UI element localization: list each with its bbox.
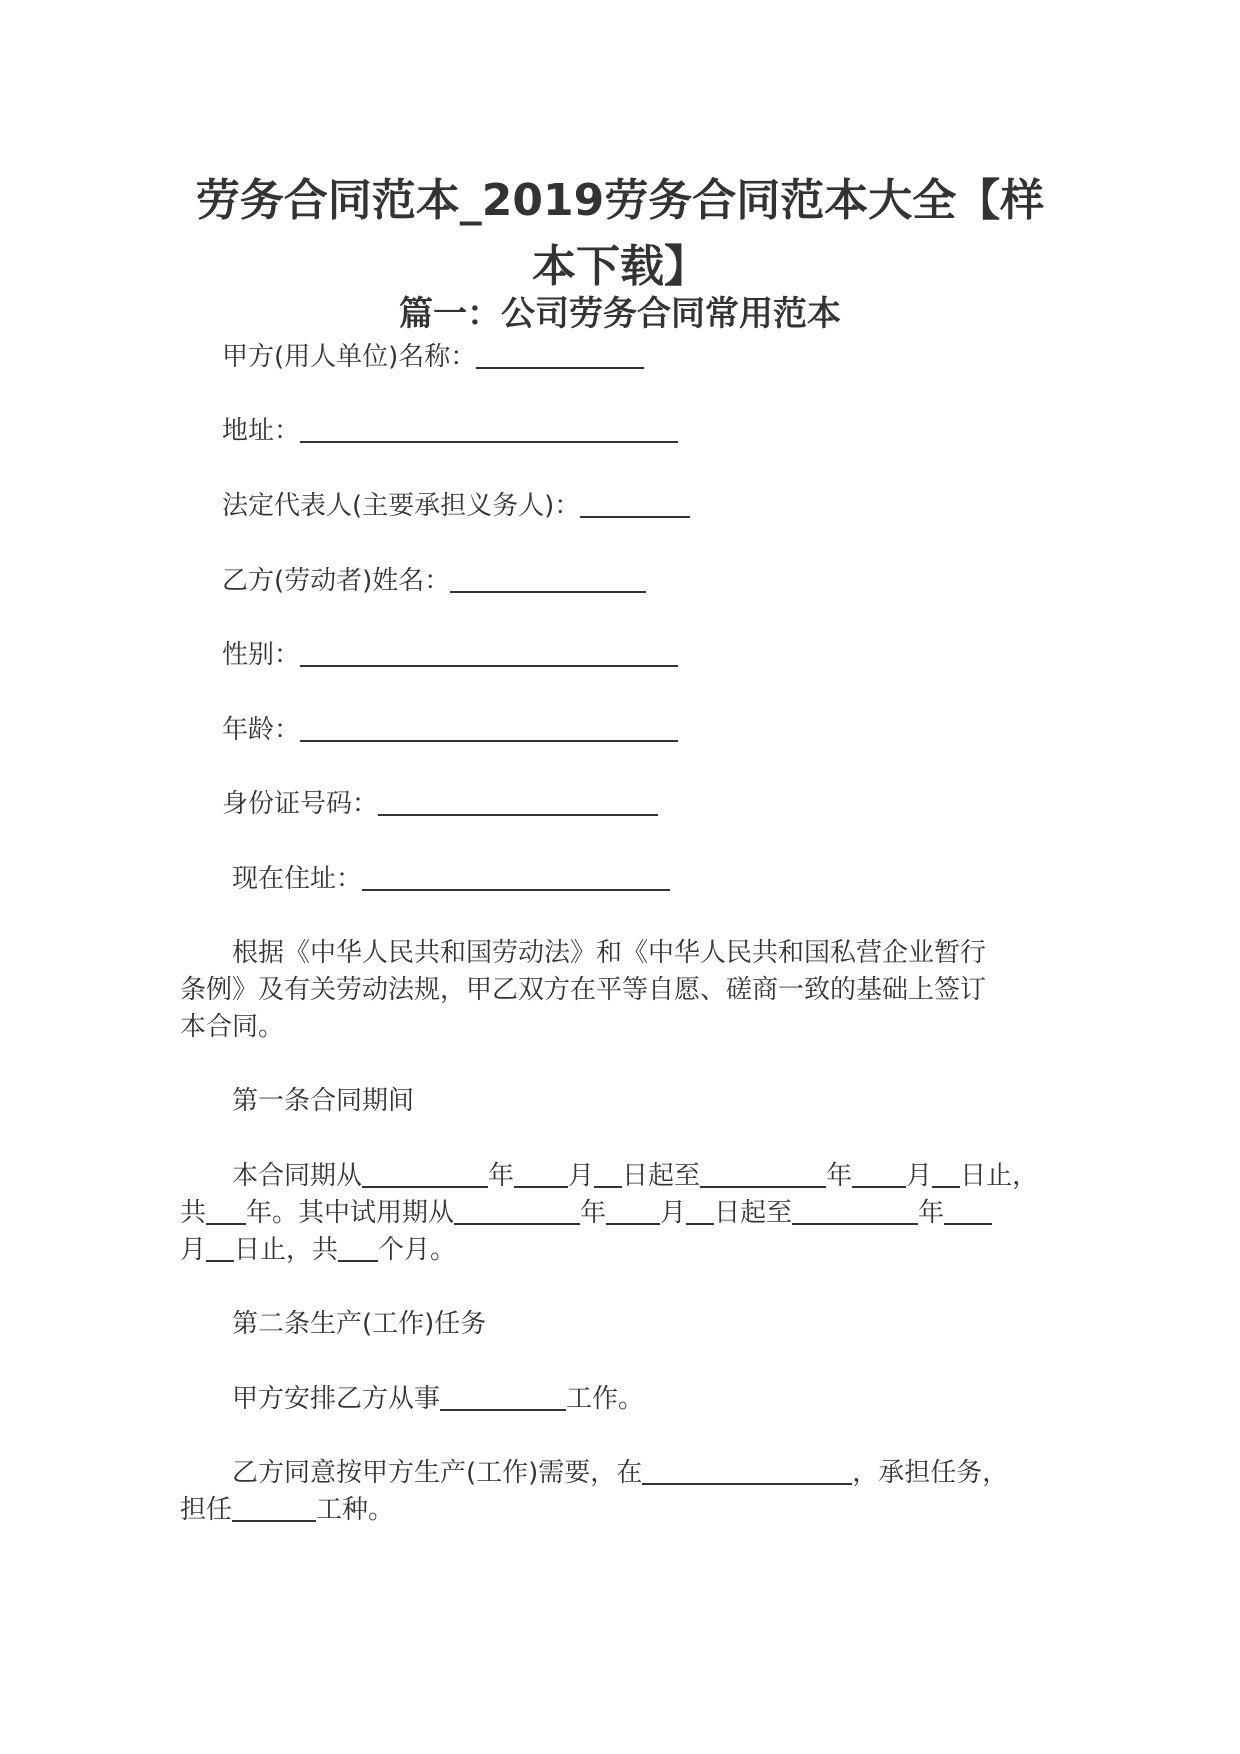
- fill-blank[interactable]: [476, 341, 644, 369]
- field-address: [222, 412, 678, 450]
- article-1-heading: 第一条合同期间: [232, 1086, 415, 1116]
- section-subtitle: 篇一：公司劳务合同常用范本: [399, 294, 841, 334]
- fill-blank[interactable]: [300, 639, 678, 667]
- field-label: 性别：: [222, 640, 301, 670]
- intro-line-2: 条例》及有关劳动法规，甲乙双方在平等自愿、磋商一致的基础上签订: [180, 975, 987, 1005]
- term-text: 年: [580, 1198, 607, 1228]
- fill-blank[interactable]: [594, 1160, 622, 1188]
- fill-blank[interactable]: [338, 1234, 378, 1262]
- fill-blank[interactable]: [300, 415, 678, 443]
- field-label: 身份证号码：: [222, 789, 379, 819]
- fill-blank[interactable]: [206, 1197, 246, 1225]
- field-gender: [222, 636, 678, 674]
- document-title-line1: 劳务合同范本_2019劳务合同范本大全【样: [195, 175, 1045, 226]
- fill-blank[interactable]: [792, 1197, 918, 1225]
- fill-blank[interactable]: [454, 1197, 580, 1225]
- term-text: 月: [906, 1161, 933, 1191]
- term-text: 本合同期从: [232, 1161, 363, 1191]
- term-text: 共: [180, 1198, 207, 1228]
- term-text: 月: [180, 1235, 207, 1265]
- task-text: 工作。: [566, 1384, 645, 1414]
- fill-blank[interactable]: [514, 1160, 568, 1188]
- assign-text: 工种。: [316, 1495, 395, 1525]
- term-text: 个月。: [378, 1235, 457, 1265]
- assign-line-2: [180, 1491, 394, 1529]
- field-label: 乙方(劳动者)姓名：: [222, 566, 451, 596]
- article-2-heading: 第二条生产(工作)任务: [232, 1309, 487, 1339]
- fill-blank[interactable]: [362, 1160, 488, 1188]
- term-text: 年: [826, 1161, 853, 1191]
- field-legal-representative: [222, 487, 690, 525]
- intro-line-3: 本合同。: [180, 1012, 285, 1042]
- task-line: [232, 1380, 644, 1418]
- field-label: 法定代表人(主要承担义务人)：: [222, 491, 581, 521]
- term-text: 年: [488, 1161, 515, 1191]
- field-current-address: [232, 860, 670, 898]
- field-label: 地址：: [222, 416, 301, 446]
- fill-blank[interactable]: [580, 490, 690, 518]
- fill-blank[interactable]: [606, 1197, 660, 1225]
- assign-text: ，承担任务，: [852, 1458, 1009, 1488]
- field-label: 年龄：: [222, 715, 301, 745]
- term-line-2: [180, 1194, 992, 1232]
- assign-line-1: [232, 1454, 1008, 1492]
- term-text: 日起至: [622, 1161, 701, 1191]
- assign-text: 担任: [180, 1495, 233, 1525]
- field-label: 甲方(用人单位)名称：: [222, 342, 477, 372]
- field-id-number: [222, 785, 658, 823]
- fill-blank[interactable]: [206, 1234, 234, 1262]
- term-text: 日止，共: [234, 1235, 339, 1265]
- fill-blank[interactable]: [642, 1457, 852, 1485]
- term-line-3: [180, 1231, 456, 1269]
- fill-blank[interactable]: [932, 1160, 960, 1188]
- fill-blank[interactable]: [944, 1197, 992, 1225]
- fill-blank[interactable]: [362, 863, 670, 891]
- document-title-line2: 本下载】: [532, 241, 708, 292]
- term-text: 月: [568, 1161, 595, 1191]
- field-age: [222, 711, 678, 749]
- field-party-a-name: [222, 338, 644, 376]
- intro-line-1: 根据《中华人民共和国劳动法》和《中华人民共和国私营企业暂行: [232, 938, 987, 968]
- assign-text: 乙方同意按甲方生产(工作)需要，在: [232, 1458, 643, 1488]
- fill-blank[interactable]: [700, 1160, 826, 1188]
- fill-blank[interactable]: [300, 714, 678, 742]
- task-text: 甲方安排乙方从事: [232, 1384, 441, 1414]
- term-text: 月: [660, 1198, 687, 1228]
- fill-blank[interactable]: [852, 1160, 906, 1188]
- term-line-1: [232, 1157, 1038, 1195]
- field-party-b-name: [222, 562, 646, 600]
- fill-blank[interactable]: [450, 565, 646, 593]
- term-text: 年。其中试用期从: [246, 1198, 455, 1228]
- term-text: 日起至: [714, 1198, 793, 1228]
- fill-blank[interactable]: [378, 788, 658, 816]
- fill-blank[interactable]: [232, 1494, 316, 1522]
- term-text: 日止，: [960, 1161, 1039, 1191]
- term-text: 年: [918, 1198, 945, 1228]
- fill-blank[interactable]: [440, 1383, 566, 1411]
- field-label: 现在住址：: [232, 864, 363, 894]
- fill-blank[interactable]: [686, 1197, 714, 1225]
